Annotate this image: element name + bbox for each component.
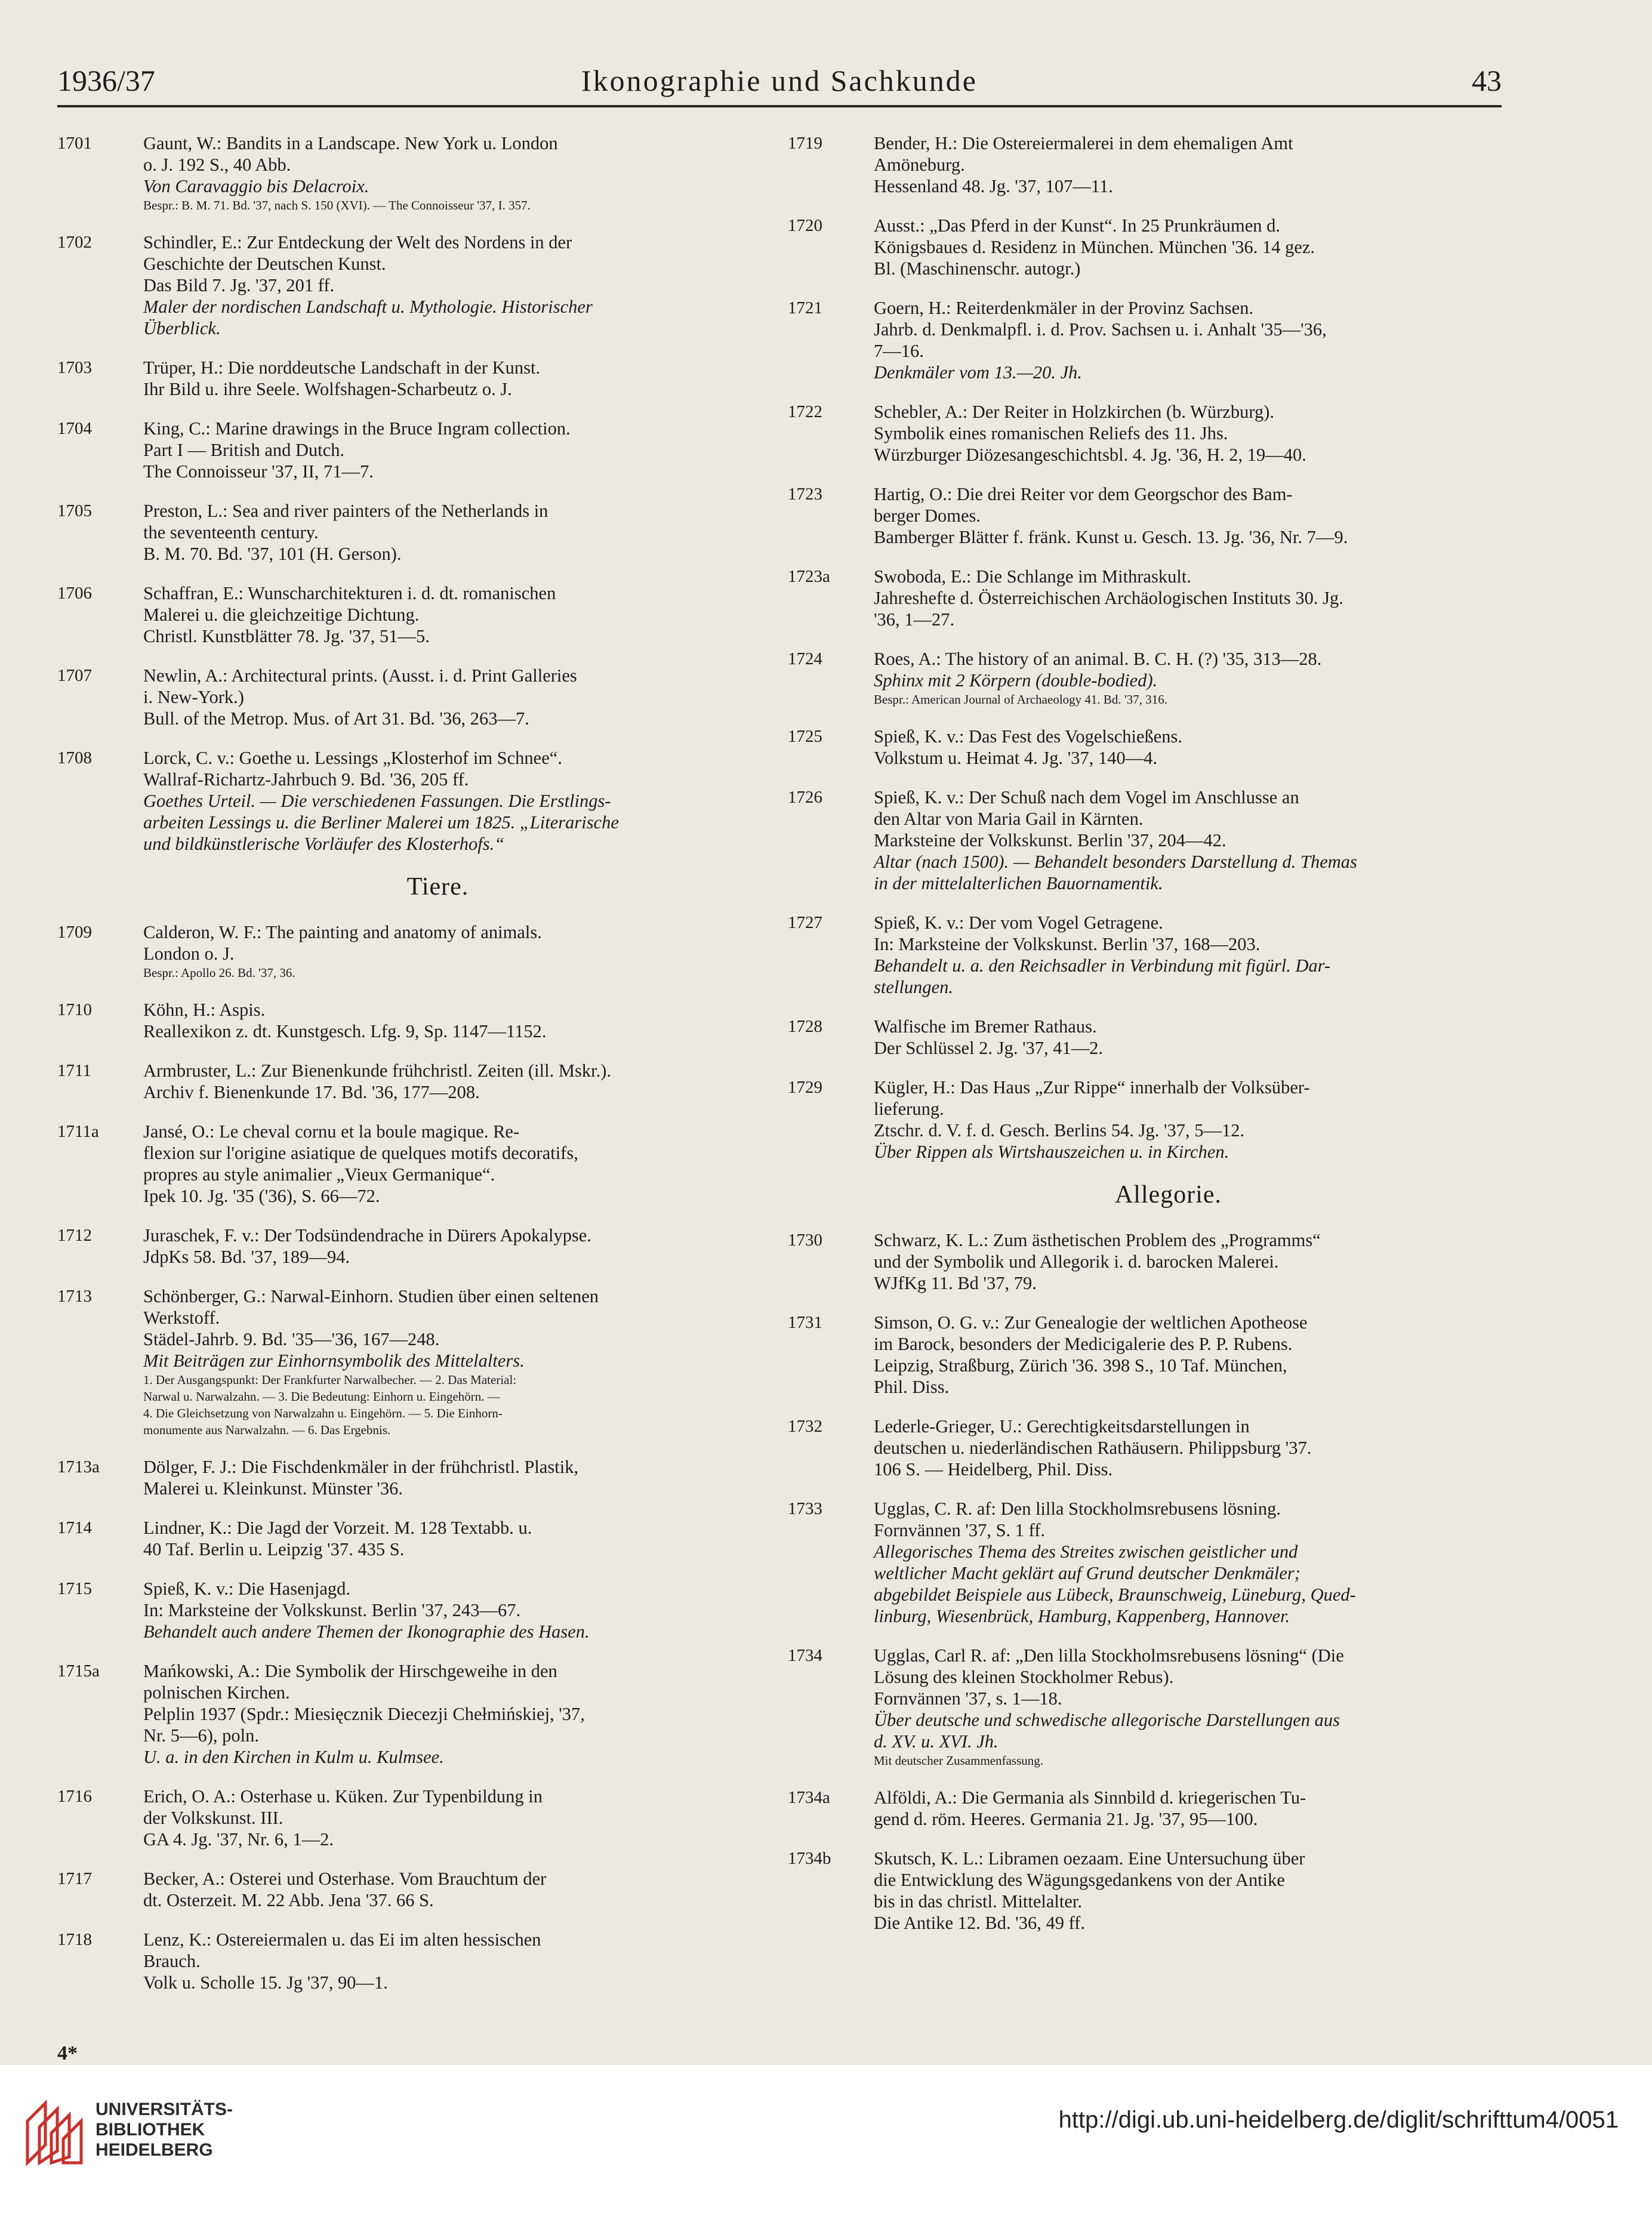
entry-annotation: Sphinx mit 2 Körpern (double-bodied). — [874, 670, 1158, 690]
entry-citation: Ugglas, Carl R. af: „Den lilla Stockholmsrebusens lösning“ (Die Lösung des kleinen Stockholmer Rebus). Fornvännen '37, s. 1—18. — [874, 1645, 1344, 1709]
entry-citation: Spieß, K. v.: Der Schuß nach dem Vogel im Anschlusse an den Altar von Maria Gail in Kärnten. Marksteine der Volkskunst. Berlin '37, 204—42. — [874, 787, 1299, 850]
bibliography-entry — [57, 1786, 735, 1850]
entry-number: 1707 — [57, 666, 92, 685]
entry-number: 1729 — [788, 1078, 822, 1097]
entry-number: 1713a — [57, 1457, 100, 1476]
section-heading-tiere: Tiere. — [406, 873, 469, 901]
entry-annotation: Goethes Urteil. — Die verschiedenen Fassungen. Die Erstlings- arbeiten Lessings u. die Berliner Malerei um 1825. „Literarische und bildkünstlerische Vorläufer des Klosterhofs.“ — [143, 791, 619, 854]
left-entries-general — [57, 132, 735, 855]
entry-citation: Erich, O. A.: Osterhase u. Küken. Zur Typenbildung in der Volkskunst. III. GA 4. Jg. '37, Nr. 6, 1—2. — [143, 1786, 543, 1849]
entry-annotation: Mit Beiträgen zur Einhornsymbolik des Mittelalters. — [143, 1351, 525, 1371]
bibliography-entry — [788, 787, 1465, 894]
bibliography-entry — [57, 999, 735, 1042]
entry-number: 1719 — [788, 134, 822, 153]
bibliography-entry — [57, 582, 735, 647]
entry-citation: Bender, H.: Die Ostereiermalerei in dem ehemaligen Amt Amöneburg. Hessenland 48. Jg. '37, 107—11. — [874, 133, 1293, 196]
entry-annotation: Behandelt auch andere Themen der Ikonographie des Hasen. — [143, 1622, 590, 1642]
bibliography-entry — [788, 401, 1465, 466]
entry-number: 1730 — [788, 1231, 822, 1250]
running-header — [57, 63, 1502, 107]
entry-number: 1709 — [57, 923, 92, 942]
entry-annotation: U. a. in den Kirchen in Kulm u. Kulmsee. — [143, 1747, 444, 1767]
entry-citation: Schebler, A.: Der Reiter in Holzkirchen (b. Würzburg). Symbolik eines romanischen Reliefs des 11. Jhs. Würzburger Diözesangeschichtsbl. 4. Jg. '36, H. 2, 19—40. — [874, 402, 1306, 465]
entry-citation: Trüper, H.: Die norddeutsche Landschaft in der Kunst. Ihr Bild u. ihre Seele. Wolfshagen-Scharbeutz o. J. — [143, 357, 541, 399]
entry-citation: Walfische im Bremer Rathaus. Der Schlüssel 2. Jg. '37, 41—2. — [874, 1016, 1104, 1058]
bibliography-entry — [788, 215, 1465, 279]
entry-number: 1725 — [788, 727, 822, 746]
entry-citation: Calderon, W. F.: The painting and anatomy of animals. London o. J. — [143, 922, 542, 964]
bibliography-entry — [57, 1286, 735, 1438]
bibliography-entry — [788, 1312, 1465, 1398]
header-title: Ikonographie und Sachkunde — [581, 64, 978, 97]
entry-citation: Lindner, K.: Die Jagd der Vorzeit. M. 128 Textabb. u. 40 Taf. Berlin u. Leipzig '37. 435 S. — [143, 1518, 532, 1559]
entry-number: 1701 — [57, 134, 92, 153]
entry-number: 1727 — [788, 913, 822, 932]
library-name: UNIVERSITÄTS- BIBLIOTHEK HEIDELBERG — [95, 2100, 233, 2160]
bibliography-entry — [788, 566, 1465, 630]
bibliography-entry — [57, 1456, 735, 1499]
entry-number: 1711 — [57, 1061, 91, 1080]
ub-heidelberg-logo-icon — [21, 2097, 85, 2169]
entry-review-note: 1. Der Ausgangspunkt: Der Frankfurter Narwalbecher. — 2. Das Material: Narwal u. Narwalzahn. — 3. Die Bedeutung: Einhorn u. Eingehörn. — 4. Die Gleichsetzung von Narwalzahn u. Eingehörn. — 5. Die Einhorn- monumente aus Narwalzahn. — 6. Das Ergebnis. — [143, 1373, 517, 1437]
entry-number: 1728 — [788, 1017, 822, 1036]
entry-number: 1722 — [788, 402, 822, 421]
bibliography-entry — [57, 1578, 735, 1642]
entry-annotation: Von Caravaggio bis Delacroix. — [143, 176, 369, 196]
bibliography-entry — [57, 500, 735, 565]
signature-mark: 4* — [57, 2042, 78, 2064]
entry-citation: Newlin, A.: Architectural prints. (Ausst. i. d. Print Galleries i. New-York.) Bull. of the Metrop. Mus. of Art 31. Bd. '36, 263—7. — [143, 665, 577, 729]
entry-number: 1703 — [57, 358, 92, 377]
bibliography-entry — [788, 1016, 1465, 1059]
bibliography-entry — [788, 726, 1465, 769]
entry-citation: Simson, O. G. v.: Zur Genealogie der weltlichen Apotheose im Barock, besonders der Medicigalerie des P. P. Rubens. Leipzig, Straßburg, Zürich '36. 398 S., 10 Taf. München, Phil. Diss. — [874, 1312, 1308, 1397]
bibliography-entry — [57, 747, 735, 855]
entry-annotation: Denkmäler vom 13.—20. Jh. — [874, 362, 1082, 383]
entry-number: 1724 — [788, 649, 822, 668]
bibliography-entry — [788, 1077, 1465, 1163]
entry-review-note: Mit deutscher Zusammenfassung. — [874, 1753, 1044, 1768]
bibliography-entry — [788, 1848, 1465, 1934]
bibliography-entry — [57, 921, 735, 981]
entry-citation: Skutsch, K. L.: Libramen oezaam. Eine Untersuchung über die Entwicklung des Wägungsgedankens von der Antike bis in das christl. Mittelalter. Die Antike 12. Bd. '36, 49 ff. — [874, 1848, 1305, 1933]
bibliography-entry — [57, 1121, 735, 1207]
left-column — [57, 132, 735, 2011]
entry-citation: Hartig, O.: Die drei Reiter vor dem Georgschor des Bam- berger Domes. Bamberger Blätter f. fränk. Kunst u. Gesch. 13. Jg. '36, Nr. 7—9. — [874, 484, 1348, 547]
bibliography-entry — [57, 1225, 735, 1268]
entry-number: 1711a — [57, 1122, 99, 1141]
entry-number: 1734a — [788, 1788, 830, 1807]
bibliography-entry — [788, 1498, 1465, 1627]
bibliography-entry — [57, 1868, 735, 1911]
entry-annotation: Allegorisches Thema des Streites zwischen geistlicher und weltlicher Macht geklärt auf Grund deutscher Denkmäler; abgebildet Beispiele aus Lübeck, Braunschweig, Lüneburg, Qued- linburg, Wiesenbrück, Hamburg, Kappenberg, Hannover. — [874, 1542, 1356, 1626]
entry-review-note: Bespr.: American Journal of Archaeology 41. Bd. '37, 316. — [874, 692, 1167, 707]
entry-number: 1710 — [57, 1000, 92, 1019]
entry-citation: King, C.: Marine drawings in the Bruce Ingram collection. Part I — British and Dutch. The Connoisseur '37, II, 71—7. — [143, 418, 571, 482]
entry-citation: Dölger, F. J.: Die Fischdenkmäler in der frühchristl. Plastik, Malerei u. Kleinkunst. Münster '36. — [143, 1457, 579, 1499]
bibliography-entry — [57, 1060, 735, 1103]
entry-number: 1733 — [788, 1499, 822, 1518]
entry-annotation: Über deutsche und schwedische allegorische Darstellungen aus d. XV. u. XVI. Jh. — [874, 1710, 1340, 1752]
entry-citation: Gaunt, W.: Bandits in a Landscape. New York u. London o. J. 192 S., 40 Abb. — [143, 133, 558, 175]
entry-number: 1716 — [57, 1787, 92, 1806]
bibliography-entry — [788, 297, 1465, 383]
entry-citation: Preston, L.: Sea and river painters of the Netherlands in the seventeenth century. B. M. 70. Bd. '37, 101 (H. Gerson). — [143, 501, 548, 564]
entry-number: 1715 — [57, 1579, 92, 1598]
entry-citation: Swoboda, E.: Die Schlange im Mithraskult. Jahreshefte d. Österreichischen Archäologischen Instituts 30. Jg. '36, 1—27. — [874, 566, 1343, 630]
entry-citation: Köhn, H.: Aspis. Reallexikon z. dt. Kunstgesch. Lfg. 9, Sp. 1147—1152. — [143, 1000, 547, 1041]
entry-number: 1723a — [788, 567, 830, 586]
right-entries-tiere — [788, 132, 1465, 1163]
right-entries-allegorie — [788, 1229, 1465, 1934]
entry-annotation: Maler der nordischen Landschaft u. Mythologie. Historischer Überblick. — [143, 297, 593, 338]
entry-annotation: Altar (nach 1500). — Behandelt besonders Darstellung d. Themas in der mittelalterlichen Bauornamentik. — [874, 852, 1357, 893]
bibliography-entry — [57, 1929, 735, 1993]
entry-number: 1715a — [57, 1661, 100, 1681]
entry-number: 1706 — [57, 584, 92, 603]
entry-citation: Goern, H.: Reiterdenkmäler in der Provinz Sachsen. Jahrb. d. Denkmalpfl. i. d. Prov. Sachsen u. i. Anhalt '35—'36, 7—16. — [874, 298, 1327, 361]
bibliography-entry — [57, 232, 735, 339]
entry-citation: Schwarz, K. L.: Zum ästhetischen Problem des „Programms“ und der Symbolik und Allegorik i. d. barocken Malerei. WJfKg 11. Bd '37, 79. — [874, 1230, 1321, 1293]
bibliography-entry — [57, 1517, 735, 1560]
entry-citation: Jansé, O.: Le cheval cornu et la boule magique. Re- flexion sur l'origine asiatique de quelques motifs decoratifs, propres au style animalier „Vieux Germanique“. Ipek 10. Jg. '35 ('36), S. 66—72. — [143, 1121, 578, 1206]
entry-citation: Roes, A.: The history of an animal. B. C. H. (?) '35, 313—28. — [874, 649, 1322, 669]
entry-number: 1708 — [57, 748, 92, 767]
page-number: 43 — [1472, 64, 1502, 97]
entry-citation: Spieß, K. v.: Die Hasenjagd. In: Marksteine der Volkskunst. Berlin '37, 243—67. — [143, 1579, 521, 1620]
bibliography-entry — [788, 483, 1465, 548]
bibliography-entry — [788, 912, 1465, 998]
entry-annotation: Behandelt u. a. den Reichsadler in Verbindung mit figürl. Dar- stellungen. — [874, 955, 1331, 997]
entry-citation: Mańkowski, A.: Die Symbolik der Hirschgeweihe in den polnischen Kirchen. Pelplin 1937 (Spdr.: Miesięcznik Diecezji Chełmińskiej, '37, Nr. 5—6), poln. — [143, 1661, 585, 1746]
entry-number: 1705 — [57, 501, 92, 520]
entry-number: 1713 — [57, 1287, 92, 1306]
entry-number: 1721 — [788, 298, 822, 317]
entry-number: 1726 — [788, 788, 822, 807]
entry-citation: Kügler, H.: Das Haus „Zur Rippe“ innerhalb der Volksüber- lieferung. Ztschr. d. V. f. d. Gesch. Berlins 54. Jg. '37, 5—12. — [874, 1077, 1310, 1140]
bibliography-entry — [788, 648, 1465, 708]
entry-citation: Lenz, K.: Ostereiermalen u. das Ei im alten hessischen Brauch. Volk u. Scholle 15. Jg '37, 90—1. — [143, 1929, 541, 1993]
library-footer — [0, 2065, 1652, 2238]
source-url-link[interactable]: http://digi.ub.uni-heidelberg.de/diglit/schrifttum4/0051 — [1058, 2107, 1619, 2133]
entry-number: 1732 — [788, 1417, 822, 1436]
entry-citation: Lederle-Grieger, U.: Gerechtigkeitsdarstellungen in deutschen u. niederländischen Rathäusern. Philippsburg '37. 106 S. — Heidelberg, Phil. Diss. — [874, 1416, 1312, 1479]
bibliography-entry — [788, 132, 1465, 197]
entry-citation: Schindler, E.: Zur Entdeckung der Welt des Nordens in der Geschichte der Deutschen Kunst. Das Bild 7. Jg. '37, 201 ff. — [143, 232, 572, 295]
bibliography-entry — [788, 1787, 1465, 1830]
entry-citation: Schönberger, G.: Narwal-Einhorn. Studien über einen seltenen Werkstoff. Städel-Jahrb. 9. Bd. '35—'36, 167—248. — [143, 1286, 599, 1349]
entry-number: 1723 — [788, 485, 822, 504]
entry-number: 1734 — [788, 1646, 822, 1665]
bibliography-entry — [788, 1416, 1465, 1480]
bibliography-entry — [57, 1660, 735, 1768]
bibliography-entry — [57, 132, 735, 214]
bibliography-entry — [57, 357, 735, 400]
entry-number: 1720 — [788, 216, 822, 235]
entry-annotation: Über Rippen als Wirtshauszeichen u. in Kirchen. — [874, 1142, 1229, 1162]
entry-citation: Armbruster, L.: Zur Bienenkunde frühchristl. Zeiten (ill. Mskr.). Archiv f. Bienenkunde 17. Bd. '36, 177—208. — [143, 1061, 611, 1102]
entry-number: 1714 — [57, 1518, 92, 1537]
bibliography-entry — [57, 665, 735, 729]
right-column — [788, 132, 1465, 1952]
entry-citation: Ugglas, C. R. af: Den lilla Stockholmsrebusens lösning. Fornvännen '37, S. 1 ff. — [874, 1499, 1281, 1540]
section-heading-allegorie: Allegorie. — [1114, 1181, 1222, 1209]
entry-citation: Lorck, C. v.: Goethe u. Lessings „Klosterhof im Schnee“. Wallraf-Richartz-Jahrbuch 9. Bd. '36, 205 ff. — [143, 748, 562, 790]
entry-number: 1734b — [788, 1849, 831, 1868]
entry-citation: Schaffran, E.: Wunscharchitekturen i. d. dt. romanischen Malerei u. die gleichzeitige Dichtung. Christl. Kunstblätter 78. Jg. '37, 51—5. — [143, 583, 556, 646]
entry-citation: Becker, A.: Osterei und Osterhase. Vom Brauchtum der dt. Osterzeit. M. 22 Abb. Jena '37. 66 S. — [143, 1869, 547, 1910]
entry-citation: Spieß, K. v.: Der vom Vogel Getragene. In: Marksteine der Volkskunst. Berlin '37, 168—203. — [874, 913, 1260, 954]
bibliography-entry — [788, 1645, 1465, 1769]
entry-citation: Spieß, K. v.: Das Fest des Vogelschießens. Volkstum u. Heimat 4. Jg. '37, 140—4. — [874, 726, 1183, 768]
entry-citation: Juraschek, F. v.: Der Todsündendrache in Dürers Apokalypse. JdpKs 58. Bd. '37, 189—94. — [143, 1225, 591, 1267]
bibliography-entry — [788, 1229, 1465, 1294]
entry-citation: Ausst.: „Das Pferd in der Kunst“. In 25 Prunkräumen d. Königsbaues d. Residenz in München. München '36. 14 gez. Bl. (Maschinenschr. autogr.) — [874, 215, 1315, 279]
entry-citation: Alföldi, A.: Die Germania als Sinnbild d. kriegerischen Tu- gend d. röm. Heeres. Germania 21. Jg. '37, 95—100. — [874, 1787, 1306, 1829]
entry-number: 1712 — [57, 1226, 92, 1245]
entry-number: 1718 — [57, 1930, 92, 1949]
header-year: 1936/37 — [57, 64, 155, 97]
bibliography-entry — [57, 418, 735, 482]
entry-review-note: Bespr.: B. M. 71. Bd. '37, nach S. 150 (XVI). — The Connoisseur '37, I. 357. — [143, 198, 531, 212]
entry-number: 1731 — [788, 1313, 822, 1332]
left-entries-tiere — [57, 921, 735, 1993]
entry-review-note: Bespr.: Apollo 26. Bd. '37, 36. — [143, 966, 295, 980]
entry-number: 1702 — [57, 233, 92, 252]
entry-number: 1717 — [57, 1869, 92, 1888]
entry-number: 1704 — [57, 419, 92, 438]
